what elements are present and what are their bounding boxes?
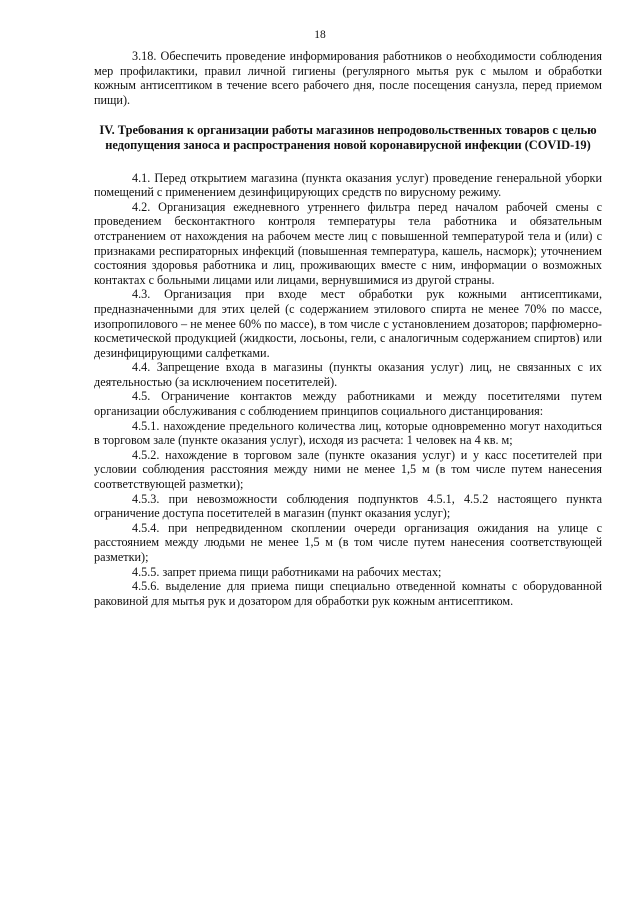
paragraph-4-3: 4.3. Организация при входе мест обработки рук кожными антисептиками, предназначенными для этих целей (с содержанием этилового спирта не менее 70% по массе, изопропилового – не менее 60% по массе), в том числе с установлением дозаторов; парфюмерно-косметической продукцией (жидкости, лосьоны, гели, с аналогичным содержанием спиртов) или дезинфицирующими салфетками. [94, 287, 602, 360]
paragraph-4-5-6: 4.5.6. выделение для приема пищи специально отведенной комнаты с оборудованной раковиной для мытья рук и дозатором для обработки рук кожным антисептиком. [94, 579, 602, 608]
paragraph-4-1: 4.1. Перед открытием магазина (пункта оказания услуг) проведение генеральной уборки помещений с применением дезинфицирующих средств по вирусному режиму. [94, 170, 602, 200]
paragraph-4-5-4: 4.5.4. при непредвиденном скоплении очереди организация ожидания на улице с расстоянием между людьми не менее 1,5 м (в том числе путем нанесения соответствующей разметки); [94, 520, 602, 564]
page-content [94, 49, 602, 608]
paragraph-4-5-2: 4.5.2. нахождение в торговом зале (пункте оказания услуг) и у касс посетителей при условии соблюдения расстояния между ними не менее 1,5 м (в том числе путем нанесения соответствующей разметки); [94, 447, 602, 492]
paragraph-4-5-1: 4.5.1. нахождение предельного количества лиц, которые одновременно могут находиться в торговом зале (пункте оказания услуг), исходя из расчета: 1 человек на 4 кв. м; [94, 418, 602, 448]
paragraph-4-2: 4.2. Организация ежедневного утреннего фильтра перед началом рабочей смены с проведением бесконтактного контроля температуры тела работника и обязательным отстранением от нахождения на рабочем месте лиц с повышенной температурой тела и (или) с признаками респираторных инфекций (повышенная температура, кашель, насморк); уточнением состояния здоровья работника и лиц, проживающих вместе с ним, информации о возможных контактах с больными лицами или лицами, вернувшимися из другой страны. [94, 199, 602, 287]
paragraph-4-5: 4.5. Ограничение контактов между работниками и между посетителями путем организации обслуживания с соблюдением принципов социального дистанцирования: [94, 389, 602, 419]
page-number: 18 [314, 29, 326, 41]
paragraph-4-5-5: 4.5.5. запрет приема пищи работниками на рабочих местах; [132, 564, 442, 579]
section-heading: IV. Требования к организации работы магазинов непродовольственных товаров с целью недопущения заноса и распространения новой коронавирусной инфекции (COVID-19) [99, 123, 597, 152]
paragraph-3-18: 3.18. Обеспечить проведение информирования работников о необходимости соблюдения мер профилактики, правил личной гигиены (регулярного мытья рук с мылом и обработки кожным антисептиком в течение всего рабочего дня, после посещения санузла, перед приемом пищи). [94, 49, 602, 107]
paragraph-4-4: 4.4. Запрещение входа в магазины (пункты оказания услуг) лиц, не связанных с их деятельностью (за исключением посетителей). [94, 360, 602, 389]
paragraph-4-5-3: 4.5.3. при невозможности соблюдения подпунктов 4.5.1, 4.5.2 настоящего пункта ограничение доступа посетителей в магазин (пункт оказания услуг); [94, 491, 602, 521]
